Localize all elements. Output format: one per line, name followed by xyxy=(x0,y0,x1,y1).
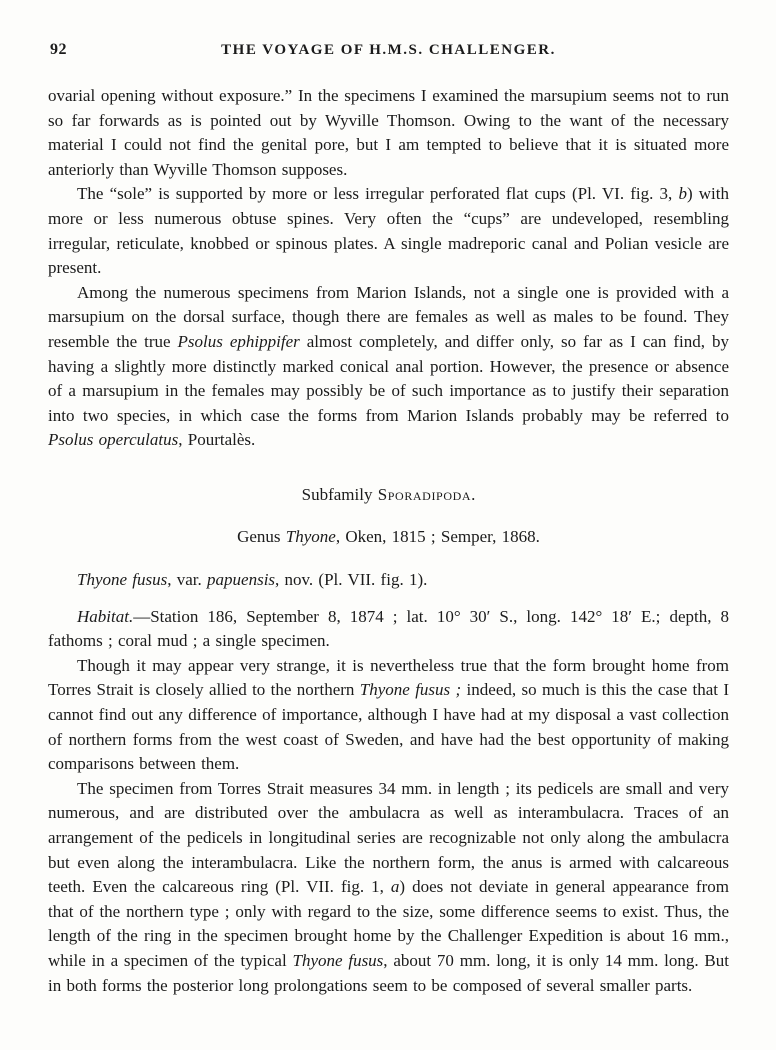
text-run: b xyxy=(678,184,687,204)
paragraph-habitat xyxy=(48,605,729,654)
paragraph-marion-islands xyxy=(48,281,729,453)
text-run: , nov. (Pl. VII. fig. 1). xyxy=(275,570,428,590)
text-run: Habitat. xyxy=(77,606,134,626)
genus-heading xyxy=(48,525,729,550)
text-run: indeed, so much is this the case that I cannot find out any difference of importance, although I have had at my disposal a vast collection of northern forms from the west coast of Sweden, and have had the best opportunity of making comparisons between them. xyxy=(48,680,729,774)
text-run: The “sole” is supported by more or less irregular perforated flat cups (Pl. VI. fig. 3, xyxy=(77,184,679,204)
text-run: Thyone fusus xyxy=(77,570,168,590)
paragraph-torres-strait-affinity xyxy=(48,654,729,777)
text-run: Psolus operculatus xyxy=(48,430,179,450)
text-run: , Pourtalès. xyxy=(178,430,256,450)
page-header xyxy=(48,38,729,60)
text-run: , about 70 mm. long, it is only 14 mm. long. But in both forms the posterior long prolongations seem to be composed of several smaller parts. xyxy=(48,951,729,995)
text-run: ) does not deviate in general appearance from that of the northern type ; only with regard to the size, some difference seems to exist. Thus, the length of the ring in the specimen brought home by the Challenger Expedition is about 16 mm., while in a specimen of the typical xyxy=(48,877,729,970)
text-run: Thyone fusus ; xyxy=(359,680,462,700)
text-run: Thyone fusus xyxy=(292,951,384,970)
text-run: Sporadipoda xyxy=(377,484,472,504)
text-run: ovarial opening without exposure.” In the specimens I examined the marsupium seems not to run so far forwards as is pointed out by Wyville Thomson. Owing to the want of the necessary material I could not find the genital pore, but I am tempted to believe that it is situated more anteriorly than Wyville Thomson supposes. xyxy=(48,86,729,179)
text-run: Thyone xyxy=(285,526,336,546)
text-run: Among the numerous specimens from Marion Islands, not a single one is provided with a marsupium on the dorsal surface, though there are females as well as males to be found. They resemble the true xyxy=(48,282,729,351)
text-run: papuensis xyxy=(207,570,276,590)
running-title: THE VOYAGE OF H.M.S. CHALLENGER. xyxy=(221,42,556,58)
text-run: . xyxy=(471,484,476,504)
paragraph-ovarial-opening xyxy=(48,84,729,182)
text-run: The specimen from Torres Strait measures 34 mm. in length ; its pedicels are small and very numerous, and are distributed over the ambulacra as well as interambulacra. Traces of an arrangement of the pedicels in longitudinal series are recognizable not only along the ambulacra but even along the interambulacra. Like the northern form, the anus is armed with calcareous teeth. Even the calcareous ring (Pl. VII. fig. 1, xyxy=(48,778,729,897)
text-run: Genus xyxy=(237,526,286,546)
page-number: 92 xyxy=(50,41,67,58)
document-body xyxy=(48,84,729,998)
text-run: —Station 186, September 8, 1874 ; lat. 10° 30′ S., long. 142° 18′ E.; depth, 8 fathoms ; coral mud ; a single specimen. xyxy=(48,606,729,651)
text-run: , var. xyxy=(167,570,208,590)
species-line xyxy=(48,568,729,593)
paragraph-sole-cups xyxy=(48,182,729,280)
text-run: ) with more or less numerous obtuse spines. Very often the “cups” are undeveloped, resembling irregular, reticulate, knobbed or spinous plates. A single madreporic canal and Polian vesicle are present. xyxy=(48,184,729,278)
text-run: Psolus ephippifer xyxy=(177,331,300,351)
text-run: Though it may appear very strange, it is nevertheless true that the form brought home from Torres Strait is closely allied to the northern xyxy=(48,655,729,700)
text-run: Subfamily xyxy=(301,484,378,504)
text-run: , Oken, 1815 ; Semper, 1868. xyxy=(335,526,540,546)
paragraph-specimen-description xyxy=(48,777,729,998)
subfamily-heading xyxy=(48,483,729,508)
text-run: almost completely, and differ only, so far as I can find, by having a slightly more distinctly marked conical anal portion. However, the presence or absence of a marsupium in the females may possibly be of such importance as to justify their separation into two species, in which case the forms from Marion Islands probably may be referred to xyxy=(48,331,729,425)
text-run: a xyxy=(390,877,400,897)
